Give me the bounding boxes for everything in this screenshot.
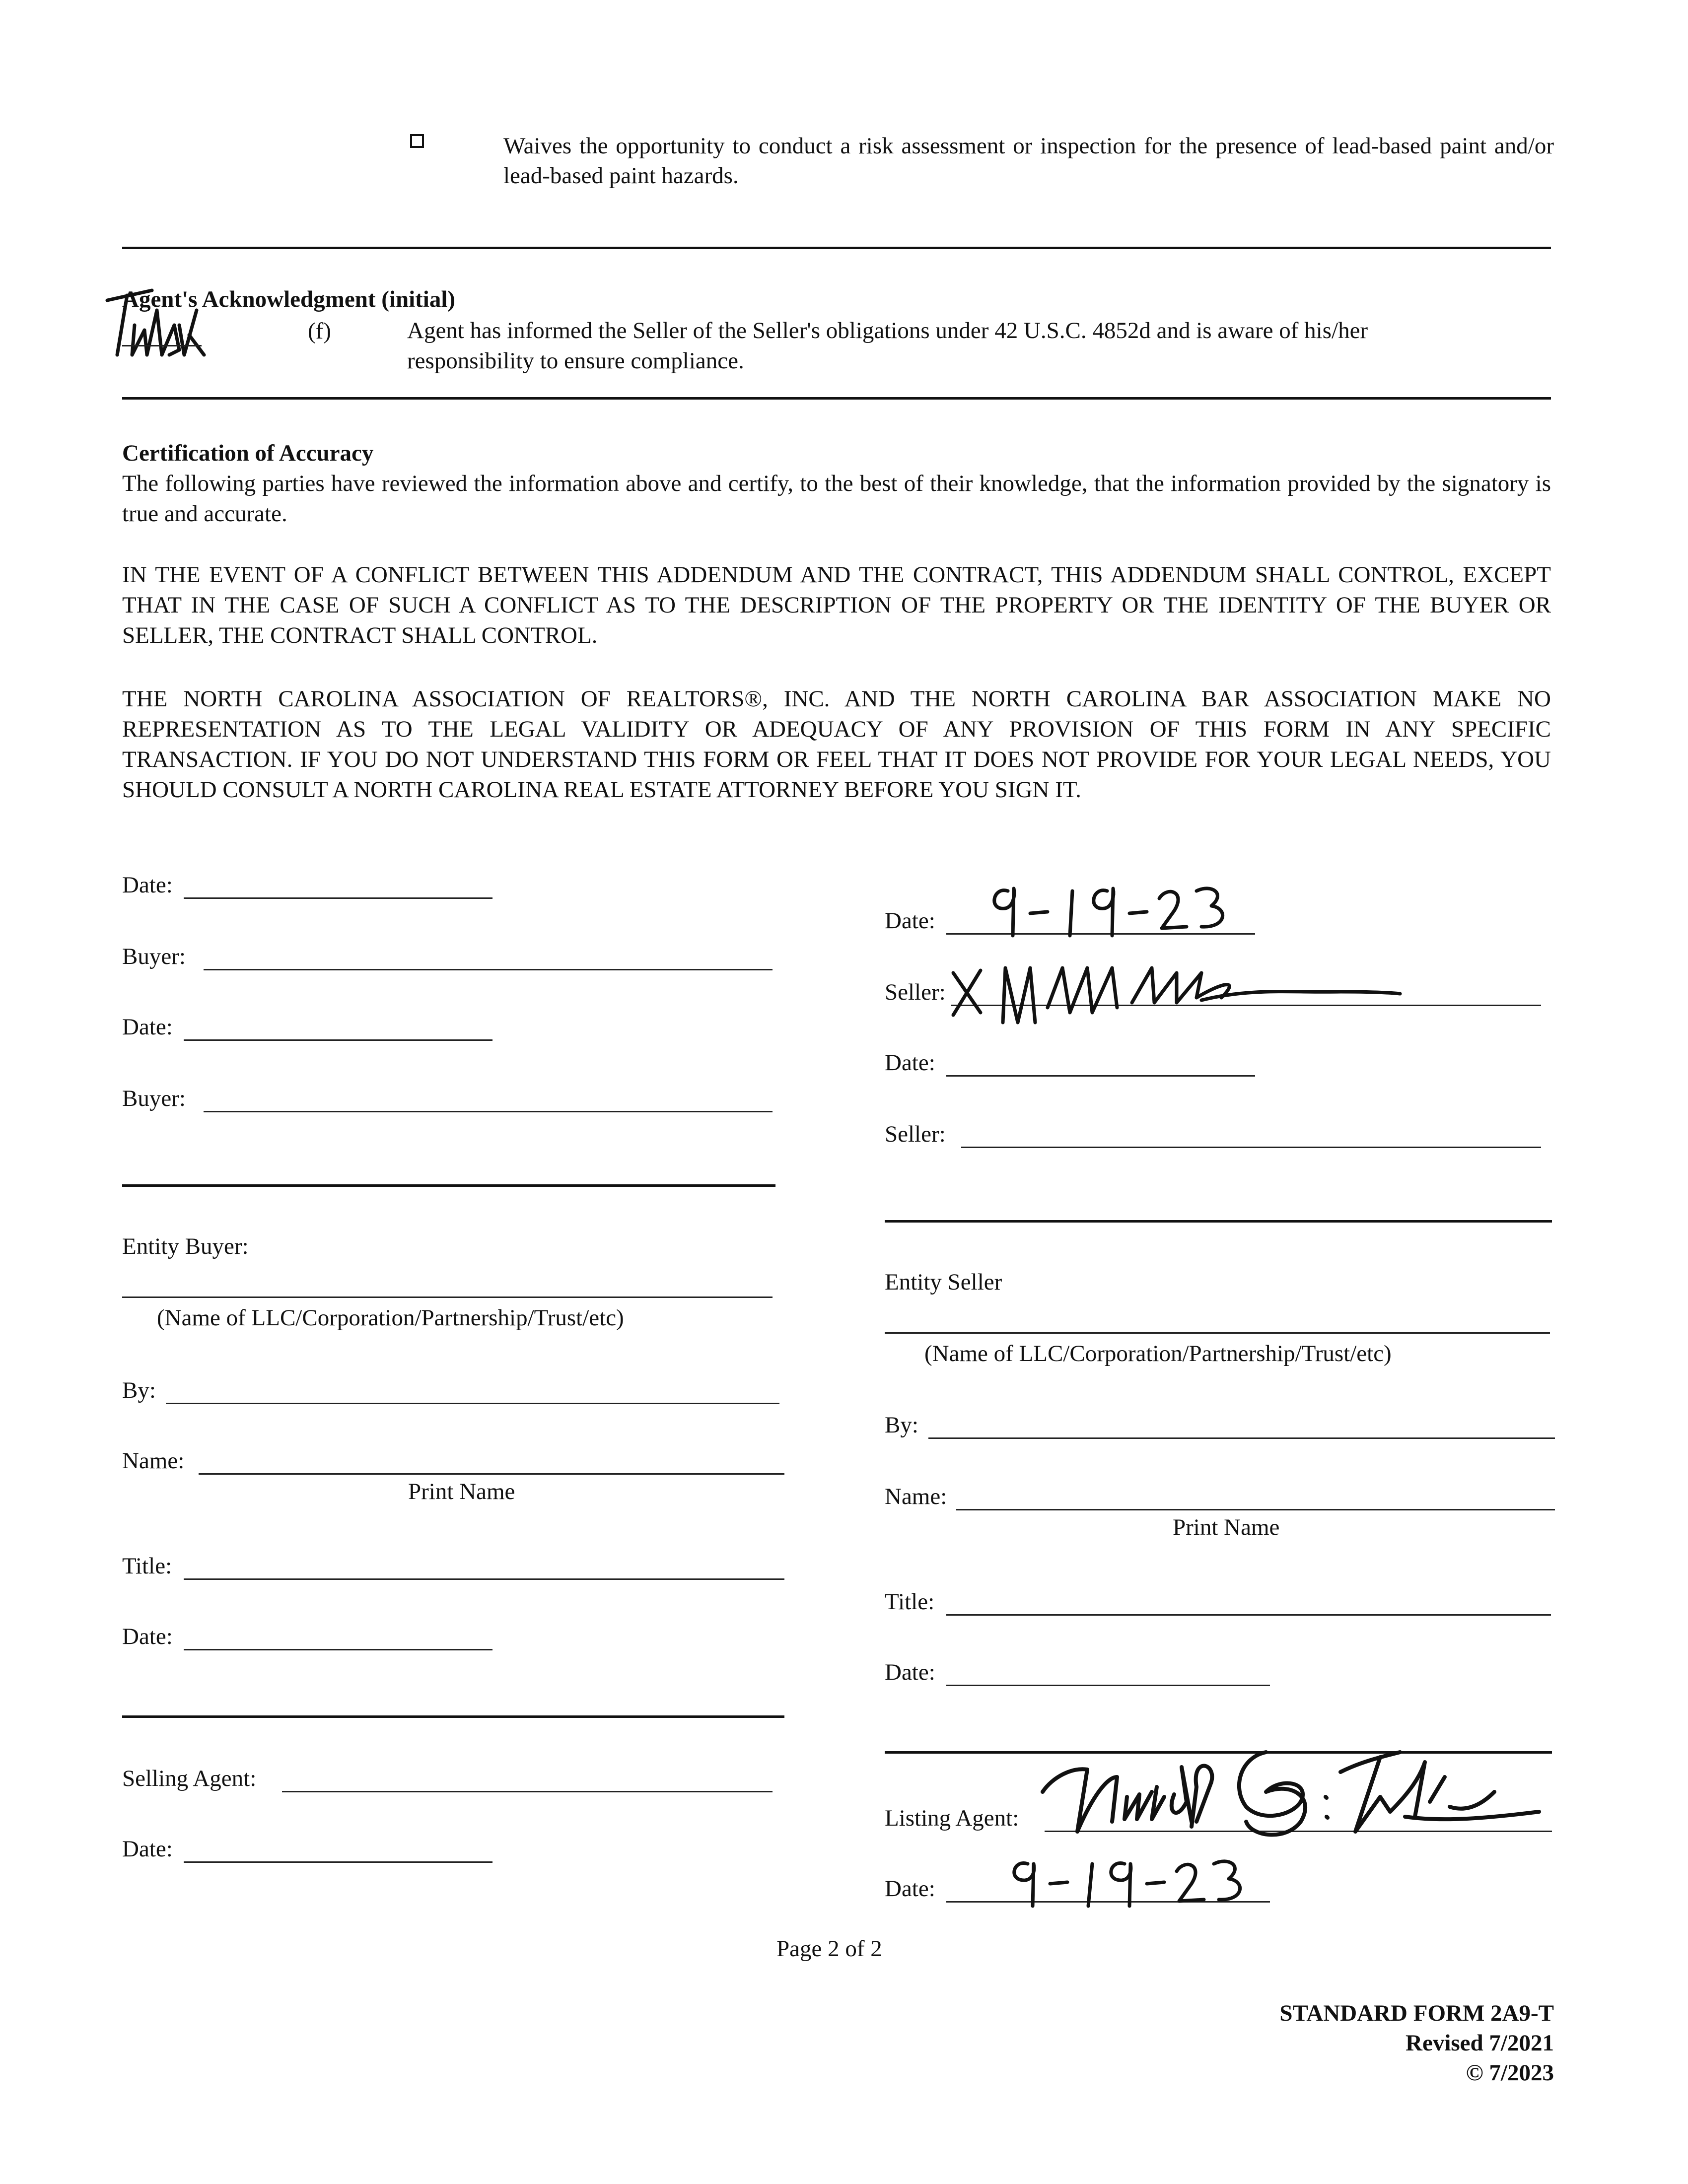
selling-agent-date-field[interactable] [184,1861,492,1863]
buyer-signature-field[interactable] [204,969,773,970]
seller2-date-field[interactable] [946,1075,1255,1077]
buyer-date-field[interactable] [184,897,492,899]
buyer-label: Buyer: [122,944,186,969]
selling-agent-label: Selling Agent: [122,1766,257,1791]
seller2-signature-field[interactable] [961,1147,1541,1148]
entity-seller-title-label: Title: [885,1589,935,1615]
buyer-date-label: Date: [122,872,173,898]
seller-date-handwriting [978,871,1236,941]
buyer2-date-field[interactable] [184,1039,492,1041]
entity-seller-divider [885,1751,1552,1754]
seller-date-field[interactable] [946,933,1255,935]
form-copyright: © 7/2023 [1466,2060,1554,2086]
agent-ack-item-text: Agent has informed the Seller of the Seller's obligations under 42 U.S.C. 4852d and is aware of his/her responsibility to ensure compliance. [407,318,1368,374]
listing-agent-label: Listing Agent: [885,1805,1019,1831]
entity-seller-print-name-hint: Print Name [1173,1514,1280,1540]
buyer2-signature-field[interactable] [204,1111,773,1112]
waive-inspection-checkbox[interactable] [410,134,424,148]
entity-seller-label: Entity Seller [885,1269,1002,1295]
form-revised: Revised 7/2021 [1406,2030,1554,2056]
entity-buyer-date-field[interactable] [184,1649,492,1650]
buyer2-label: Buyer: [122,1086,186,1111]
listing-agent-date-label: Date: [885,1876,935,1902]
entity-buyer-print-name-field[interactable] [199,1473,784,1475]
form-name: STANDARD FORM 2A9-T [1279,2000,1554,2026]
selling-agent-signature-field[interactable] [282,1791,773,1792]
entity-buyer-name-hint: (Name of LLC/Corporation/Partnership/Trust/etc) [157,1305,624,1331]
entity-buyer-name-label: Name: [122,1448,185,1474]
section-divider [122,247,1551,249]
entity-seller-name-hint: (Name of LLC/Corporation/Partnership/Trust/etc) [924,1341,1392,1366]
seller-section-divider [885,1220,1552,1223]
buyer-section-divider [122,1184,775,1187]
agent-ack-heading: Agent's Acknowledgment (initial) [122,286,456,312]
seller-label: Seller: [885,979,946,1005]
entity-buyer-name-field[interactable] [122,1297,773,1298]
selling-agent-date-label: Date: [122,1836,173,1862]
entity-seller-date-label: Date: [885,1659,935,1685]
seller2-date-label: Date: [885,1050,935,1076]
certification-heading: Certification of Accuracy [122,440,374,466]
entity-seller-print-name-field[interactable] [956,1509,1555,1510]
entity-buyer-title-label: Title: [122,1553,172,1579]
listing-agent-signature-field[interactable] [1045,1831,1552,1832]
entity-seller-by-field[interactable] [928,1437,1555,1439]
entity-seller-date-field[interactable] [946,1685,1270,1686]
seller-date-label: Date: [885,908,935,934]
certification-text: The following parties have reviewed the information above and certify, to the best of their knowledge, that the information provided by the signatory is true and accurate. [122,471,1551,527]
agent-ack-item-letter: (f) [308,318,331,344]
section-divider [122,397,1551,400]
listing-agent-signature-handwriting [1033,1722,1559,1851]
entity-buyer-label: Entity Buyer: [122,1233,249,1259]
entity-buyer-by-field[interactable] [166,1403,779,1404]
waive-option-text: Waives the opportunity to conduct a risk assessment or inspection for the presence of lead-based paint and/or lead-based paint hazards. [503,133,1554,189]
seller-signature-field[interactable] [951,1005,1541,1006]
buyer2-date-label: Date: [122,1014,173,1040]
entity-seller-name-label: Name: [885,1484,947,1509]
agent-initials-line[interactable] [122,345,202,346]
conflict-clause: IN THE EVENT OF A CONFLICT BETWEEN THIS ADDENDUM AND THE CONTRACT, THIS ADDENDUM SHALL CONTROL, EXCEPT THAT IN THE CASE OF SUCH A CONFLICT AS TO THE DESCRIPTION OF THE PROPERTY OR THE IDENTITY OF THE BUYER OR SELLER, THE CONTRACT SHALL CONTROL. [122,562,1551,648]
entity-buyer-title-field[interactable] [184,1578,784,1580]
listing-agent-date-field[interactable] [946,1901,1270,1903]
page-number: Page 2 of 2 [776,1936,882,1962]
seller-signature-handwriting [943,948,1479,1037]
legal-disclaimer: THE NORTH CAROLINA ASSOCIATION OF REALTORS®, INC. AND THE NORTH CAROLINA BAR ASSOCIATION MAKE NO REPRESENTATION AS TO THE LEGAL VALIDITY OR ADEQUACY OF ANY PROVISION OF THIS FORM IN ANY SPECIFIC TRANSACTION. IF YOU DO NOT UNDERSTAND THIS FORM OR FEEL THAT IT DOES NOT PROVIDE FOR YOUR LEGAL NEEDS, YOU SHOULD CONSULT A NORTH CAROLINA REAL ESTATE ATTORNEY BEFORE YOU SIGN IT. [122,686,1551,803]
entity-seller-by-label: By: [885,1412,918,1438]
entity-seller-name-field[interactable] [885,1332,1550,1334]
entity-seller-title-field[interactable] [946,1614,1551,1616]
entity-buyer-print-name-hint: Print Name [408,1479,515,1504]
entity-buyer-by-label: By: [122,1377,156,1403]
entity-buyer-divider [122,1715,784,1718]
seller2-label: Seller: [885,1121,946,1147]
entity-buyer-date-label: Date: [122,1624,173,1649]
